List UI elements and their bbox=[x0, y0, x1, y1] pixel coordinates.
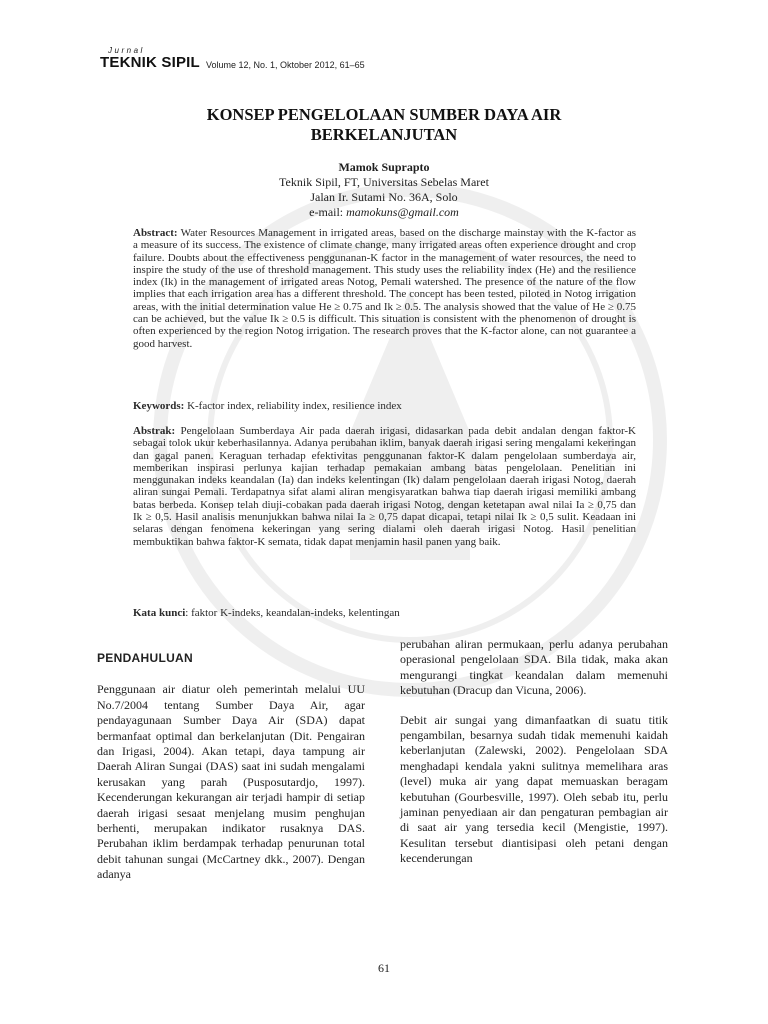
body-paragraph: Penggunaan air diatur oleh pemerintah melalui UU No.7/2004 tentang Sumber Daya Air, agar pendayagunaan Sumber Daya Air (SDA) dapat bermanfaat optimal dan berkelanjutan (Dit. Pengairan dan Irigasi, 2004). Akan tetapi, daya tampung air Daerah Aliran Sungai (DAS) saat ini sudah mengalami kerusakan yang parah (Pusposutardjo, 1997). Kecenderungan kekurangan air terjadi hampir di setiap daerah irigasi sesaat menjelang musim penghujan berhenti, merupakan indikator rusaknya DAS. Perubahan iklim berdampak terhadap penurunan total debit tahunan sungai (McCartney dkk., 2007). Dengan adanya bbox=[97, 682, 365, 882]
author-block bbox=[130, 160, 638, 220]
body-paragraph: perubahan aliran permukaan, perlu adanya perubahan operasional pengelolaan SDA. Bila tidak, maka akan mengurangi tingkat keandalan dalam memenuhi kebutuhan (Dracup dan Vicuna, 2006). bbox=[400, 637, 668, 698]
author-address: Jalan Ir. Sutami No. 36A, Solo bbox=[310, 190, 458, 204]
author-email-line bbox=[130, 205, 638, 220]
paper-title bbox=[130, 105, 638, 145]
abstract-english bbox=[133, 227, 636, 350]
author-email: mamokuns@gmail.com bbox=[346, 205, 459, 219]
author-name: Mamok Suprapto bbox=[338, 160, 430, 174]
abstract-indonesian bbox=[133, 425, 636, 548]
body-paragraph: Debit air sungai yang dimanfaatkan di suatu titik pengambilan, besarnya sudah tidak memenuhi kaidah keberlanjutan (Zalewski, 2002). Pengelolaan SDA menghadapi kendala yakni sulitnya memelihara aras (level) muka air yang dapat memuaskan beragam kebutuhan (Gourbesville, 1997). Oleh sebab itu, perlu jaminan penyediaan air dan pengaturan pembagian air di saat air yang tersedia kecil (Mengistie, 1997). Kesulitan tersebut diantisipasi oleh petani dengan kecenderungan bbox=[400, 712, 668, 866]
keywords-english bbox=[133, 400, 636, 412]
keywords-indonesian bbox=[133, 607, 636, 619]
logo-name: TEKNIK SIPIL bbox=[100, 54, 200, 71]
kata-kunci-text: : faktor K-indeks, keandalan-indeks, kelentingan bbox=[185, 607, 400, 619]
volume-info: Volume 12, No. 1, Oktober 2012, 61–65 bbox=[206, 60, 365, 70]
kata-kunci-label: Kata kunci bbox=[133, 607, 186, 619]
keywords-text: K-factor index, reliability index, resilience index bbox=[184, 400, 402, 412]
logo-top-text: Jurnal bbox=[108, 46, 145, 55]
email-label: e-mail: bbox=[309, 205, 347, 219]
body-column-left bbox=[97, 637, 365, 897]
abstrak-text: Pengelolaan Sumberdaya Air pada daerah irigasi, didasarkan pada debit andalan dengan faktor-K sebagai tolok ukur keberhasilannya. Adanya perubahan iklim, banyak daerah irigasi sering mengalami kekeringan dan gagal panen. Keraguan terhadap efektivitas penggunanan faktor-K dalam pengelolaan sumberdaya air, memberikan inspirasi perlunya kajian terhadap pemakaian ambang batas pengelolaan. Penelitian ini menggunakan indeks keandalan (Ia) dan indeks kelentingan (Ik) dalam pengelolaan daerah irigasi Notog, daerah aliran sungai Pemali. Terdapatnya sifat alami aliran mengisyaratkan bahwa tiap daerah irigasi memiliki ambang batas berbeda. Konsep telah diuji-cobakan pada daerah irigasi Notog, dengan ketetapan awal nilai Ia ≥ 0,75 dan Ik ≥ 0,5. Hasil analisis menunjukkan bahwa nilai Ia ≥ 0,75 dapat dicapai, tetapi nilai Ik ≥ 0,5 sulit. Keadaan ini selaras dengan fenomena kekeringan yang sering dialami oleh daerah irigasi Notog. Hasil penelitian membuktikan bahwa faktor-K semata, tidak dapat menjamin hasil panen yang baik. bbox=[133, 425, 636, 548]
title-line-2: BERKELANJUTAN bbox=[310, 125, 458, 144]
abstrak-label: Abstrak: bbox=[133, 425, 176, 437]
abstract-label: Abstract: bbox=[133, 227, 178, 239]
abstract-text: Water Resources Management in irrigated areas, based on the discharge mainstay with the K-factor as a measure of its success. The existence of climate change, many irrigated areas often experience drought and crop failure. Doubts about the effectiveness penggunanan-K factor in the management of water resources, the need to inspire the study of the use of threshold management. This study uses the reliability index (He) and the resilience index (Ik) in the management of irrigated areas Notog, Pemali watershed. The presence of the nature of the flow implies that each irrigation area has a different threshold. The concept has been tested, piloted in Notog irrigation areas, with the initial determination value He ≥ 0.75 and Ik ≥ 0.5. The analysis showed that the value of He ≥ 0.75 can be achieved, but the value Ik ≥ 0.5 is difficult. This situation is consistent with the phenomenon of drought is often experienced by the region Notog irrigation. The research proves that the K-factor alone, can not guarantee a good harvest. bbox=[133, 227, 636, 350]
page-number: 61 bbox=[378, 961, 390, 975]
title-line-1: KONSEP PENGELOLAAN SUMBER DAYA AIR bbox=[206, 105, 562, 124]
section-heading: PENDAHULUAN bbox=[97, 651, 193, 665]
keywords-label: Keywords: bbox=[133, 400, 185, 412]
body-column-right bbox=[400, 637, 668, 881]
author-affiliation: Teknik Sipil, FT, Universitas Sebelas Maret bbox=[279, 175, 489, 189]
